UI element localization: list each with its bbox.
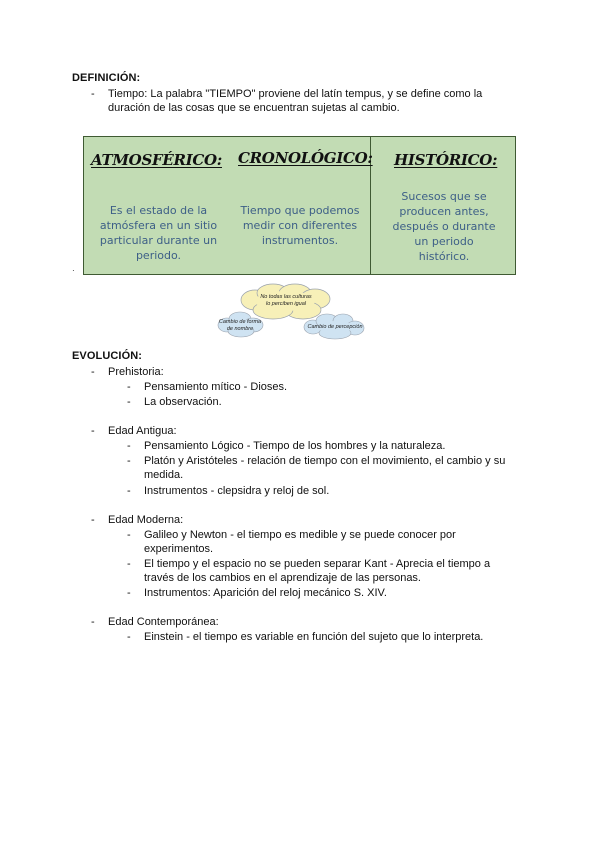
col-title-cronologico: CRONOLÓGICO: xyxy=(238,149,373,167)
left-cloud-text xyxy=(217,319,263,333)
body-line: histórico. xyxy=(418,250,470,263)
definicion-item xyxy=(0,87,600,102)
era-prehistoria xyxy=(0,365,600,380)
body-line: después o durante xyxy=(392,220,496,233)
body-line: producen antes, xyxy=(399,205,489,218)
era-item-text: El tiempo y el espacio no se pueden separar Kant - Aprecia el tiempo a xyxy=(144,558,491,570)
bullet-dash: - xyxy=(127,440,131,452)
bullet-dash: - xyxy=(127,485,131,497)
era-item-text: medida. xyxy=(144,469,184,481)
era-label: Edad Antigua: xyxy=(108,425,177,437)
stray-dot: · xyxy=(72,266,75,275)
clouds-graphic xyxy=(215,283,365,343)
era-item xyxy=(0,380,600,395)
era-item xyxy=(0,528,600,543)
evolucion-heading: EVOLUCIÓN: xyxy=(72,350,143,362)
cloud-line: No todas las culturas xyxy=(260,294,312,300)
era-item-text: Galileo y Newton - el tiempo es medible y se puede conocer por xyxy=(144,529,456,541)
era-moderna xyxy=(0,513,600,528)
bullet-dash: - xyxy=(127,455,131,467)
bullet-dash: - xyxy=(91,616,95,628)
era-label: Prehistoria: xyxy=(108,366,164,378)
era-item xyxy=(0,630,600,645)
bullet-dash: - xyxy=(127,631,131,643)
bullet-dash: - xyxy=(91,425,95,437)
era-item-text: Platón y Aristóteles - relación de tiempo con el movimiento, el cambio y su xyxy=(144,455,506,467)
body-line: instrumentos. xyxy=(261,234,339,247)
main-cloud-text xyxy=(253,294,319,308)
era-item-text: Pensamiento Lógico - Tiempo de los hombres y la naturaleza. xyxy=(144,440,446,452)
era-item-text: Instrumentos - clepsidra y reloj de sol. xyxy=(144,485,330,497)
col-title-historico: HISTÓRICO: xyxy=(394,151,498,169)
clouds-diagram xyxy=(215,283,365,343)
bullet-dash: - xyxy=(127,381,131,393)
era-item xyxy=(0,484,600,499)
era-item-text: La observación. xyxy=(144,396,222,408)
time-types-box xyxy=(83,136,516,275)
cloud-line: de nombre xyxy=(226,326,254,332)
era-contemporanea xyxy=(0,615,600,630)
body-line: particular durante un xyxy=(99,234,218,247)
definicion-item-cont xyxy=(0,101,600,116)
cloud-line: Cambio de percepción xyxy=(307,324,363,330)
right-cloud-text xyxy=(307,324,363,331)
definicion-heading: DEFINICIÓN: xyxy=(72,72,141,84)
cloud-line: Cambio de forma xyxy=(218,319,262,325)
bullet-dash: - xyxy=(91,88,95,100)
era-item-cont xyxy=(0,571,600,586)
col-body-cronologico xyxy=(230,203,370,248)
era-item-text: Instrumentos: Aparición del reloj mecánico S. XIV. xyxy=(144,587,387,599)
definicion-line-1: Tiempo: La palabra "TIEMPO" proviene del latín tempus, y se define como la xyxy=(108,88,483,100)
bullet-dash: - xyxy=(91,366,95,378)
col-body-atmosferico xyxy=(86,203,231,263)
bullet-dash: - xyxy=(91,514,95,526)
era-label: Edad Moderna: xyxy=(108,514,184,526)
era-item xyxy=(0,586,600,601)
era-item-cont xyxy=(0,542,600,557)
body-line: Tiempo que podemos xyxy=(240,204,360,217)
era-item xyxy=(0,557,600,572)
era-item-cont xyxy=(0,468,600,483)
era-item-text: experimentos. xyxy=(144,543,214,555)
era-item xyxy=(0,395,600,410)
body-line: un periodo xyxy=(414,235,474,248)
cloud-line: lo perciben igual xyxy=(265,301,307,307)
body-line: periodo. xyxy=(135,249,182,262)
era-item-text: Einstein - el tiempo es variable en función del sujeto que lo interpreta. xyxy=(144,631,484,643)
bullet-dash: - xyxy=(127,396,131,408)
era-item-text: Pensamiento mítico - Dioses. xyxy=(144,381,288,393)
col-title-atmosferico: ATMOSFÉRICO: xyxy=(91,151,222,169)
body-line: Sucesos que se xyxy=(401,190,487,203)
bullet-dash: - xyxy=(127,529,131,541)
body-line: medir con diferentes xyxy=(242,219,358,232)
era-item-text: través de los cambios en el aprendizaje de las personas. xyxy=(144,572,421,584)
definicion-line-2: duración de las cosas que se encuentran sujetas al cambio. xyxy=(108,102,400,114)
bullet-dash: - xyxy=(127,558,131,570)
body-line: atmósfera en un sitio xyxy=(99,219,218,232)
body-line: Es el estado de la xyxy=(109,204,208,217)
era-label: Edad Contemporánea: xyxy=(108,616,219,628)
col-body-historico xyxy=(372,189,516,264)
era-antigua xyxy=(0,424,600,439)
bullet-dash: - xyxy=(127,587,131,599)
era-item xyxy=(0,439,600,454)
era-item xyxy=(0,454,600,469)
